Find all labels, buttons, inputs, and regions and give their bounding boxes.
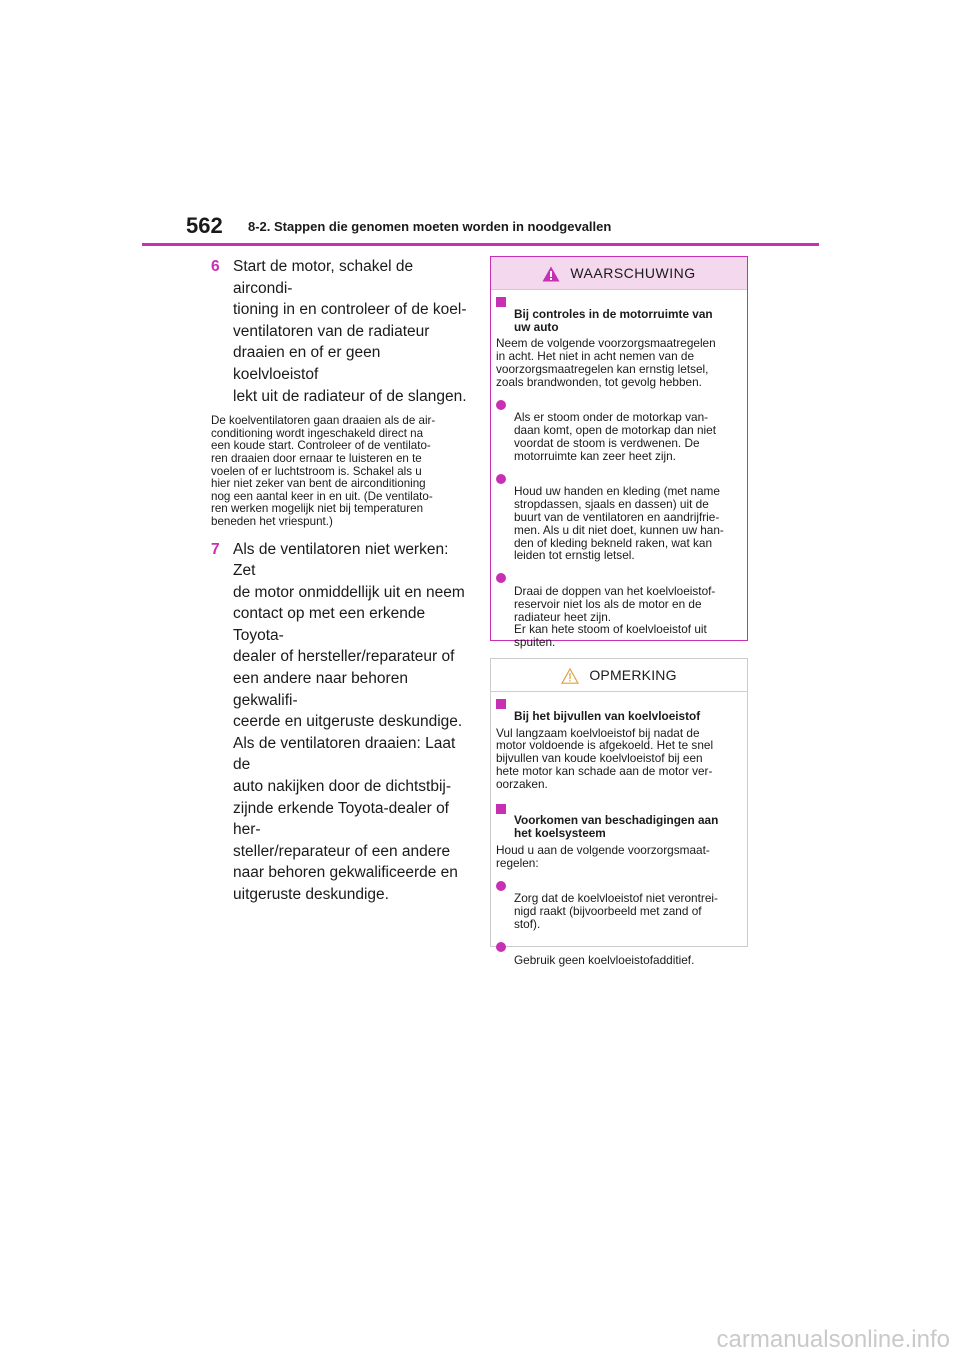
round-bullet-icon [496,881,506,891]
round-bullet-icon [496,573,506,583]
notice-text-2: Houd u aan de volgende voorzorgsmaat- regelen: [496,842,710,870]
heading-text: Voorkomen van beschadigingen aan het koelsysteem [514,813,719,841]
divider [491,691,747,692]
notice-triangle-icon [561,668,579,684]
step-text: Start de motor, schakel de aircondi- tioning in en controleer of de koel- ventilatoren van de radiateur draaien en of er geen koelvloeistof lekt uit de radiateur of de slangen. [233,258,467,405]
list-item [496,880,742,931]
header-rule [142,243,819,246]
bullet-text: Houd uw handen en kleding (met name stropdassen, sjaals en dassen) uit de buurt van de ventilatoren en aandrijfrie- men. Als u dit niet doet, kunnen uw han- den of kleding bekneld raken, wat kan leiden tot ernstig letsel. [514,484,724,563]
bullet-text: Gebruik geen koelvloeistofadditief. [514,952,695,967]
heading-text: Bij controles in de motorruimte van uw auto [514,306,713,334]
square-bullet-icon [496,804,506,814]
warning-body [491,295,747,649]
notice-title: OPMERKING [589,667,677,683]
notice-heading-2 [496,802,742,840]
round-bullet-icon [496,474,506,484]
square-bullet-icon [496,297,506,307]
round-bullet-icon [496,942,506,952]
warning-intro: Neem de volgende voorzorgsmaatregelen in acht. Het niet in acht nemen van de voorzorgsmaatregelen kan ernstig letsel, zoals brandwonden, tot gevolg hebben. [496,336,716,389]
warning-heading [496,295,742,333]
warning-header [491,257,747,289]
notice-box [490,658,748,967]
bullet-text: Draai de doppen van het koelvloeistof- reservoir niet los als de motor en de radiateur heet zijn. Er kan hete stoom of koelvloeistof uit spuiten. [514,583,716,650]
notice-body [491,697,747,966]
step-number: 7 [211,540,220,558]
bullet-text: Als er stoom onder de motorkap van- daan komt, open de motorkap dan niet voordat de stoom is verdwenen. De motorruimte kan zeer heet zijn. [514,410,716,463]
warning-box [490,256,748,650]
notice-header [491,659,747,691]
square-bullet-icon [496,699,506,709]
heading-text: Bij het bijvullen van koelvloeistof [514,708,701,723]
step-number: 6 [211,258,220,275]
list-item [496,941,742,967]
section-title: 8-2. Stappen die genomen moeten worden in noodgevallen [248,219,612,234]
bullet-text: Zorg dat de koelvloeistof niet verontrei- nigd raakt (bijvoorbeeld met zand of stof). [514,891,718,931]
divider [491,289,747,290]
page-number: 562 [186,213,223,238]
step-6 [211,256,467,407]
watermark-text: carmanualsonline.info [716,1326,950,1353]
step-note: De koelventilatoren gaan draaien als de air- conditioning wordt ingeschakeld direct na een koude start. Controleer of de ventilato- ren draaien door ernaar te luisteren en te voelen of er luchtstroom is. Schakel als u hier niet zeker van bent de airconditioning nog een aantal keer in en uit. (De ventilato- ren werken mogelijk niet bij temperaturen beneden het vriespunt.) [211,414,436,528]
list-item [496,572,742,649]
watermark [560,1322,960,1358]
list-item [496,473,742,563]
notice-text-1: Vul langzaam koelvloeistof bij nadat de motor voldoende is afgekoeld. Het te snel bijvullen van koude koelvloeistof bij een hete motor kan schade aan de motor ver- oorzaken. [496,725,714,791]
step-text: Als de ventilatoren niet werken: Zet de motor onmiddellijk uit en neem contact op met een erkende Toyota- dealer of hersteller/reparateur of een andere naar behoren gekwalifi- ceerde en uitgeruste deskundige. Als de ventilatoren draaien: Laat de auto nakijken door de dichtstbij- zijnde erkende Toyota-dealer of her- steller/reparateur of een andere naar behoren gekwalificeerde en uitgeruste deskundige. [233,540,465,903]
round-bullet-icon [496,400,506,410]
notice-heading-1 [496,697,742,723]
warning-title: WAARSCHUWING [570,265,696,281]
main-content [211,256,467,906]
step-7 [211,539,467,906]
warning-triangle-icon [542,266,560,282]
list-item [496,399,742,463]
